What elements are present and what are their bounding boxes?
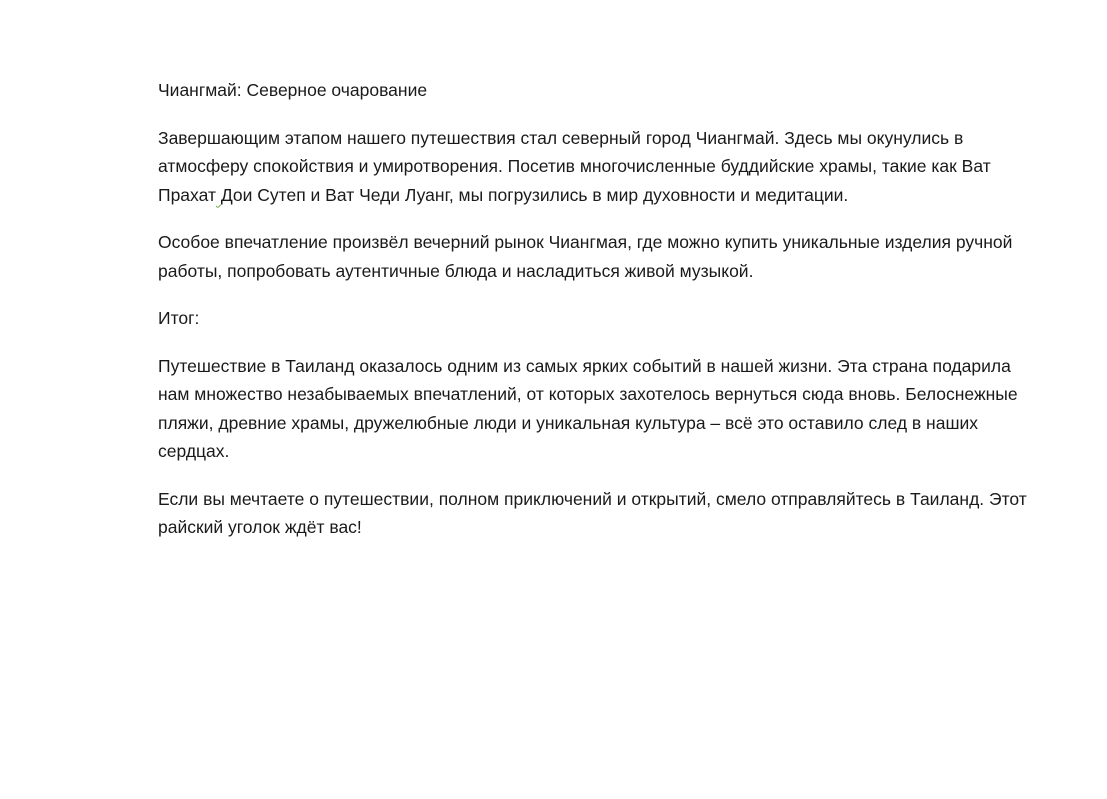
paragraph-conclusion: Путешествие в Таиланд оказалось одним из самых ярких событий в нашей жизни. Эта страна подарила нам множество незабываемых впечатлений, от которых захотелось вернуться сюда вновь. Белоснежные пляжи, древние храмы, дружелюбные люди и уникальная культура – всё это оставило след в наших сердцах.	[158, 355, 1018, 461]
paragraph-invitation: Если вы мечтаете о путешествии, полном приключений и открытий, смело отправляйтесь в Таиланд. Этот райский уголок ждёт вас!	[158, 488, 1027, 537]
section-title: Чиангмай: Северное очарование	[158, 80, 428, 100]
paragraph-text: Завершающим этапом нашего путешествия стал северный город Чиангмай. Здесь мы окунулись в атмосферу спокойствия и умиротворения. Посетив многочисленные буддийские храмы, такие как Ват Прахат	[158, 127, 991, 205]
paragraph-chiang-mai	[158, 124, 1038, 210]
paragraph-text-continued: Дои Сутеп и Ват Чеди Луанг, мы погрузились в мир духовности и медитации.	[220, 184, 849, 205]
summary-heading: Итог:	[158, 308, 200, 328]
paragraph-night-market: Особое впечатление произвёл вечерний рынок Чиангмая, где можно купить уникальные изделия ручной работы, попробовать аутентичные блюда и насладиться живой музыкой.	[158, 232, 1013, 281]
document-body[interactable]	[158, 76, 1038, 561]
